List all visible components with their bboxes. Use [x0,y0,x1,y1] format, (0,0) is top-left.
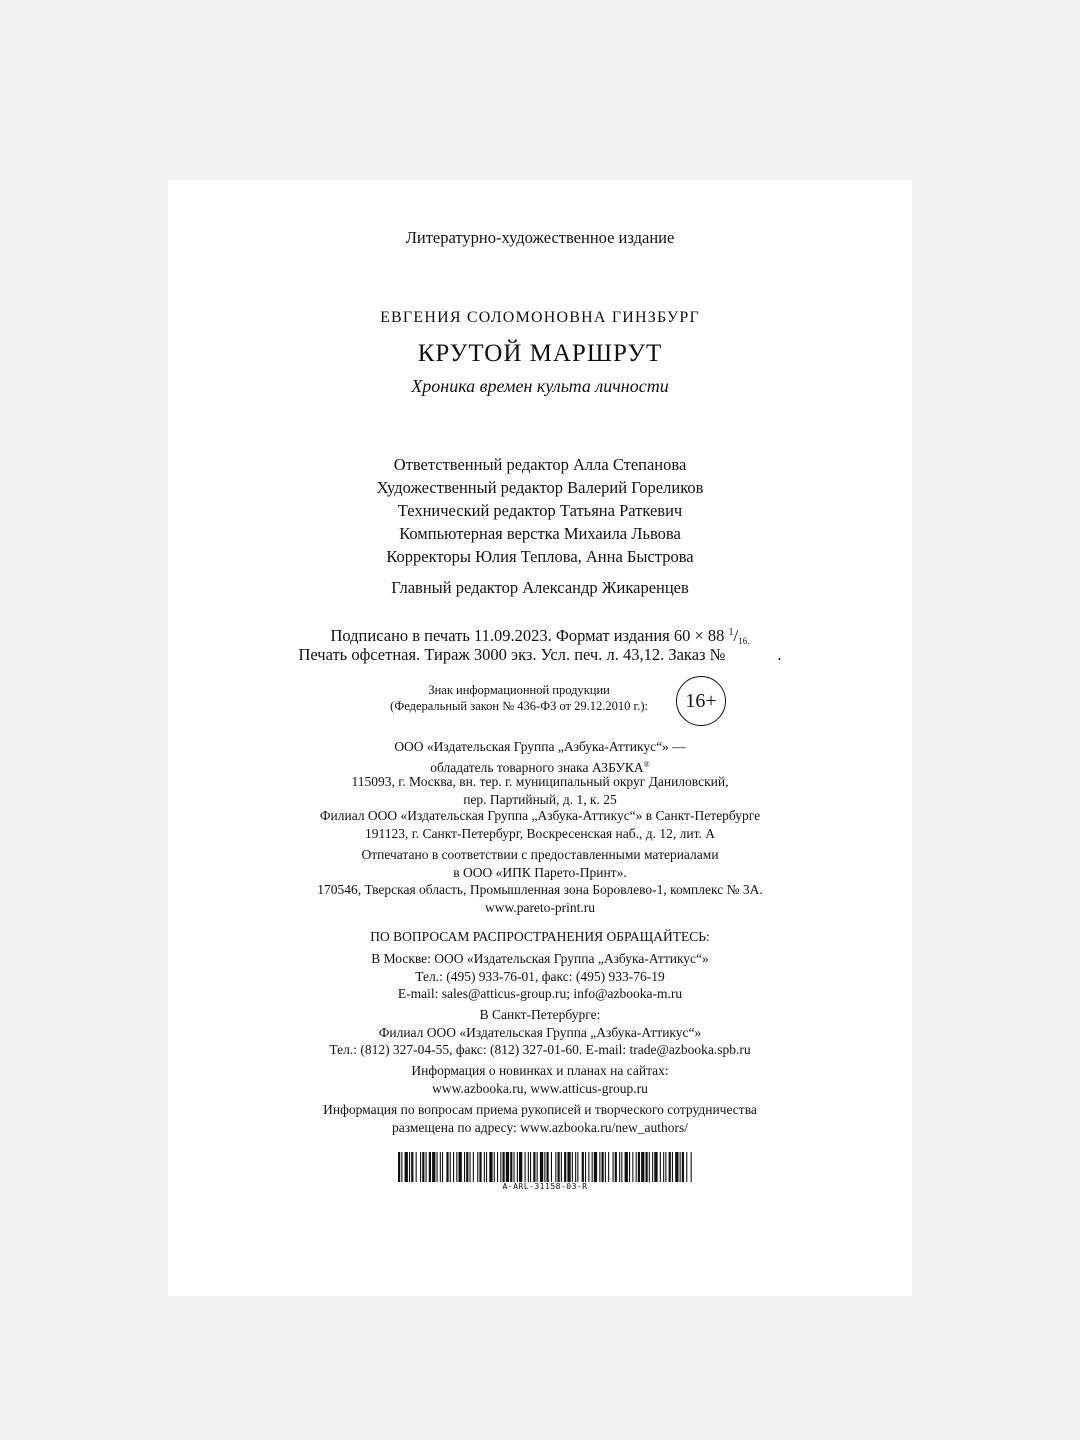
age-rating-block [168,676,912,736]
credit-line: Компьютерная верстка Михаила Львова [399,524,681,543]
barcode-bar [686,1152,687,1182]
barcode-bar [672,1152,673,1182]
branch-line: Филиал ООО «Издательская Группа „Азбука-Аттикус“» в Санкт-Петербурге [319,808,761,823]
publisher-address: 115093, г. Москва, вн. тер. г. муниципальный округ Даниловский, [351,774,729,789]
print-info-line2: Печать офсетная. Тираж 3000 экз. Усл. печ. л. 43,12. Заказ № . [298,645,782,664]
barcode-bar [632,1152,633,1182]
book-subtitle: Хроника времен культа личности [411,376,669,396]
barcode-bar [422,1152,424,1182]
credit-line: Художественный редактор Валерий Гореликов [376,478,704,497]
barcode-bar [506,1152,509,1182]
barcode-bar [646,1152,648,1182]
barcode-bar [599,1152,600,1182]
printer-line: Отпечатано в соответствии с предоставленными материалами [361,847,719,862]
barcode-bar [530,1152,531,1182]
distribution-line: Тел.: (812) 327-04-55, факс: (812) 327-01-60. E-mail: trade@azbooka.spb.ru [329,1042,751,1057]
barcode-bar [558,1152,560,1182]
barcode-bar [405,1152,408,1182]
barcode-bar [519,1152,522,1182]
barcode-bar [585,1152,586,1182]
barcode-bar [470,1152,471,1182]
barcode-bar [663,1152,664,1182]
barcode-bar [398,1152,400,1182]
barcode-bar [555,1152,556,1182]
barcode-bar [665,1152,666,1182]
age-rating-label: Знак информационной продукции (Федеральный закон № 436-ФЗ от 29.12.2010 г.): [390,683,648,713]
distribution-line: Филиал ООО «Издательская Группа „Азбука-Аттикус“» [378,1024,702,1040]
barcode-bar [619,1152,620,1182]
barcode-bar [652,1152,653,1182]
barcode-bar [629,1152,630,1182]
barcode-bar [682,1152,684,1182]
barcode-bar [582,1152,584,1182]
barcode-bar [486,1152,487,1182]
edition-type: Литературно-художественное издание [405,228,675,247]
barcode-bar [429,1152,431,1182]
barcode-bar [489,1152,492,1182]
barcode-bar [432,1152,435,1182]
barcode-bar [561,1152,562,1182]
barcode-bar [500,1152,501,1182]
barcode-bar [544,1152,545,1182]
barcode-bar [641,1152,644,1182]
barcode-bar [525,1152,526,1182]
distribution-line: В Москве: ООО «Издательская Группа „Азбука-Аттикус“» [371,951,709,966]
barcode-bar [456,1152,457,1182]
barcode-bar [503,1152,505,1182]
book-title: КРУТОЙ МАРШРУТ [417,340,663,367]
barcode-bar [608,1152,609,1182]
printer-website: www.pareto-print.ru [484,899,596,915]
barcode-bar [621,1152,622,1182]
barcode-bar [592,1152,593,1182]
credit-line: Технический редактор Татьяна Раткевич [397,501,683,520]
barcode-bar [473,1152,474,1182]
barcode-bar [497,1152,498,1182]
barcode-bar [477,1152,478,1182]
distribution-heading: ПО ВОПРОСАМ РАСПРОСТРАНЕНИЯ ОБРАЩАЙТЕСЬ: [370,929,710,944]
barcode-bar [533,1152,535,1182]
barcode-bar [537,1152,538,1182]
distribution-line: В Санкт-Петербурге: [479,1007,601,1022]
barcode-bar [551,1152,552,1182]
barcode-bar [636,1152,637,1182]
barcode-bar [437,1152,438,1182]
barcode-bar [613,1152,614,1182]
info-line: размещена по адресу: www.azbooka.ru/new_authors/ [391,1119,689,1135]
barcode-bar [446,1152,448,1182]
barcode [398,1152,692,1182]
author-name: ЕВГЕНИЯ СОЛОМОНОВНА ГИНЗБУРГ [380,309,700,326]
barcode-bar [547,1152,549,1182]
branch-address: 191123, г. Санкт-Петербург, Воскресенская наб., д. 12, лит. А [365,825,715,841]
barcode-bar [510,1152,512,1182]
info-line: Информация о новинках и планах на сайтах: [411,1063,669,1078]
publisher-line: ООО «Издательская Группа „Азбука-Аттикус“» — [394,739,686,754]
barcode-bar [420,1152,421,1182]
distribution-line: E-mail: sales@atticus-group.ru; info@azbooka-m.ru [397,986,683,1001]
barcode-bar [577,1152,578,1182]
barcode-bar [442,1152,443,1182]
barcode-bar [450,1152,451,1182]
barcode-bar [464,1152,465,1182]
barcode-bar [638,1152,640,1182]
barcode-bar [660,1152,661,1182]
distribution-line: Тел.: (495) 933-76-01, факс: (495) 933-76-19 [415,968,665,984]
barcode-bar [625,1152,628,1182]
chief-editor: Главный редактор Александр Жикаренцев [391,578,689,597]
barcode-bar [517,1152,518,1182]
barcode-bar [479,1152,481,1182]
info-line: www.azbooka.ru, www.atticus-group.ru [432,1080,648,1096]
barcode-bar [440,1152,441,1182]
printer-address: 170546, Тверская область, Промышленная зона Боровлево-1, комплекс № 3А. [317,882,763,897]
barcode-bar [411,1152,413,1182]
barcode-bar [675,1152,678,1182]
barcode-bar [669,1152,671,1182]
publisher-address: пер. Партийный, д. 1, к. 25 [463,791,617,807]
barcode-bar [564,1152,566,1182]
barcode-bar [528,1152,529,1182]
barcode-bar [649,1152,650,1182]
barcode-bar [466,1152,468,1182]
barcode-bar [426,1152,427,1182]
barcode-bar [409,1152,410,1182]
age-rating-badge: 16+ [676,676,726,726]
barcode-bar [588,1152,589,1182]
info-line: Информация по вопросам приема рукописей и творческого сотрудничества [323,1102,757,1117]
print-info-line1: Подписано в печать 11.09.2023. Формат издания 60 × 88 $^1/_{16.}$ [330,626,750,646]
barcode-label: A-ARL-31158-03-R [502,1182,588,1191]
barcode-bar [602,1152,604,1182]
barcode-bar [572,1152,573,1182]
barcode-bar [691,1152,692,1182]
barcode-bar [654,1152,657,1182]
barcode-bar [680,1152,681,1182]
barcode-bar [514,1152,515,1182]
barcode-bar [605,1152,606,1182]
imprint-page [168,180,912,1296]
barcode-bar [567,1152,570,1182]
barcode-bar [575,1152,576,1182]
credit-line: Корректоры Юлия Теплова, Анна Быстрова [386,547,694,566]
barcode-bar [540,1152,543,1182]
credit-line: Ответственный редактор Алла Степанова [393,455,687,474]
barcode-bar [453,1152,454,1182]
printer-line: в ООО «ИПК Парето-Принт». [453,864,627,880]
barcode-bar [484,1152,485,1182]
barcode-bar [401,1152,402,1182]
publisher-line: обладатель товарного знака АЗБУКА® [430,759,650,775]
barcode-bar [615,1152,617,1182]
barcode-bar [459,1152,462,1182]
barcode-bar [494,1152,495,1182]
barcode-bar [594,1152,597,1182]
barcode-bar [416,1152,417,1182]
